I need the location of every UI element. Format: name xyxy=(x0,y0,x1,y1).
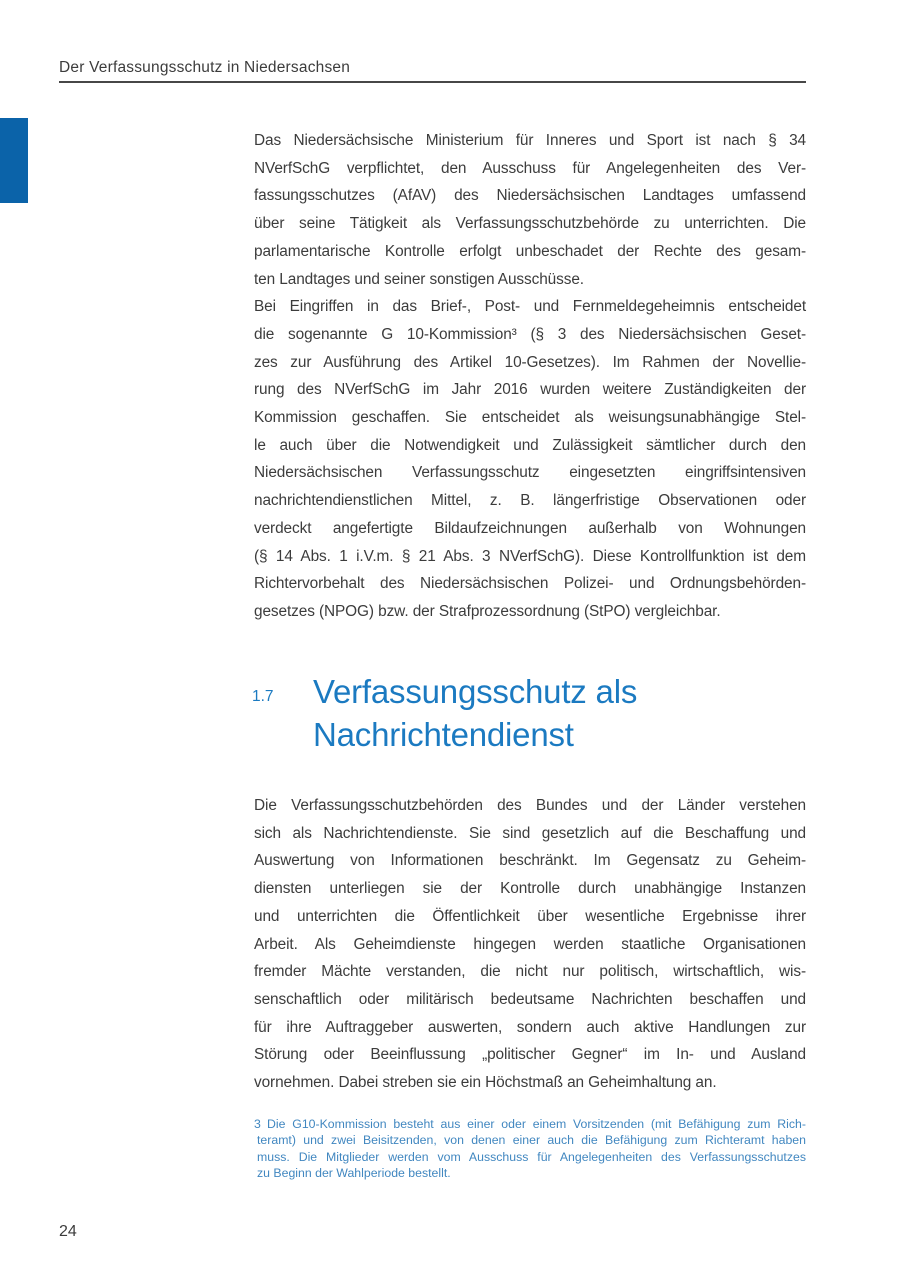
text-line: le auch über die Notwendigkeit und Zulässigkeit sämtlicher durch den xyxy=(254,436,806,454)
footnote-text xyxy=(254,1116,806,1181)
text-line: NVerfSchG verpflichtet, den Ausschuss für Angelegenheiten des Ver- xyxy=(254,159,806,177)
text-line: Verfassungsschutz als xyxy=(313,673,638,710)
text-line: rung des NVerfSchG im Jahr 2016 wurden weitere Zuständigkeiten der xyxy=(254,381,806,399)
text-line: zu Beginn der Wahlperiode bestellt. xyxy=(257,1165,451,1180)
body-text-block-1 xyxy=(254,127,806,626)
footnote-marker: 3 xyxy=(254,1117,261,1131)
text-line: parlamentarische Kontrolle erfolgt unbeschadet der Rechte des gesam- xyxy=(254,242,806,260)
text-line: Kommission geschaffen. Sie entscheidet als weisungsunabhängige Stel- xyxy=(254,409,806,427)
text-line: über seine Tätigkeit als Verfassungsschutzbehörde zu unterrichten. Die xyxy=(254,215,806,233)
footnote xyxy=(254,1116,806,1181)
section-number: 1.7 xyxy=(252,688,274,705)
text-line: Das Niedersächsische Ministerium für Inneres und Sport ist nach § 34 xyxy=(254,132,806,149)
header-rule xyxy=(59,81,806,83)
text-line: teramt) und zwei Beisitzenden, von denen einer auch die Befähigung zum Richteramt haben xyxy=(257,1133,806,1148)
text-line: Die Verfassungsschutzbehörden des Bundes und der Länder verstehen xyxy=(254,797,806,814)
text-line: Störung oder Beeinflussung „politischer Gegner“ im In- und Ausland xyxy=(254,1046,806,1064)
body-text-block-2 xyxy=(254,792,806,1097)
paragraph-g10-kommission xyxy=(254,293,806,625)
text-line: verdeckt angefertigte Bildaufzeichnungen außerhalb von Wohnungen xyxy=(254,519,806,537)
text-line: fassungsschutzes (AfAV) des Niedersächsischen Landtages umfassend xyxy=(254,187,806,205)
text-line: zes zur Ausführung des Artikel 10-Gesetzes). Im Rahmen der Novellie- xyxy=(254,353,806,371)
text-line: diensten unterliegen sie der Kontrolle durch unabhängige Instanzen xyxy=(254,880,806,898)
text-line: sich als Nachrichtendienste. Sie sind gesetzlich auf die Beschaffung und xyxy=(254,824,806,842)
text-line: Niedersächsischen Verfassungsschutz eingesetzten eingriffsintensiven xyxy=(254,464,806,482)
text-line: fremder Mächte verstanden, die nicht nur politisch, wirtschaftlich, wis- xyxy=(254,963,806,981)
text-line: Arbeit. Als Geheimdienste hingegen werden staatliche Organisationen xyxy=(254,935,806,953)
section-title xyxy=(313,671,813,756)
text-line: (§ 14 Abs. 1 i.V.m. § 21 Abs. 3 NVerfSchG). Diese Kontrollfunktion ist dem xyxy=(254,547,806,565)
text-line: nachrichtendienstlichen Mittel, z. B. längerfristige Observationen oder xyxy=(254,492,806,510)
text-line: und unterrichten die Öffentlichkeit über wesentliche Ergebnisse ihrer xyxy=(254,907,806,925)
page-number: 24 xyxy=(59,1223,77,1240)
text-line: für ihre Auftraggeber auswerten, sondern auch aktive Handlungen zur xyxy=(254,1018,806,1036)
text-line: Die G10-Kommission besteht aus einer oder einem Vorsitzenden (mit Befähigung zum Rich- xyxy=(267,1117,806,1131)
text-line: Richtervorbehalt des Niedersächsischen Polizei- und Ordnungsbehörden- xyxy=(254,575,806,593)
text-line: die sogenannte G 10-Kommission³ (§ 3 des Niedersächsischen Geset- xyxy=(254,325,806,343)
text-line: muss. Die Mitglieder werden vom Ausschuss für Angelegenheiten des Verfassungsschutzes xyxy=(257,1149,806,1164)
text-line: ten Landtages und seiner sonstigen Ausschüsse. xyxy=(254,270,584,288)
running-header-title: Der Verfassungsschutz in Niedersachsen xyxy=(59,59,351,76)
paragraph-parliamentary-control xyxy=(254,127,806,293)
text-line: senschaftlich oder militärisch bedeutsame Nachrichten beschaffen und xyxy=(254,990,806,1008)
text-line: Bei Eingriffen in das Brief-, Post- und Fernmeldegeheimnis entscheidet xyxy=(254,298,806,316)
text-line: Nachrichtendienst xyxy=(313,715,574,753)
chapter-edge-marker xyxy=(0,118,28,203)
text-line: vornehmen. Dabei streben sie ein Höchstmaß an Geheimhaltung an. xyxy=(254,1074,717,1092)
text-line: gesetzes (NPOG) bzw. der Strafprozessordnung (StPO) vergleichbar. xyxy=(254,602,721,620)
paragraph-nachrichtendienst xyxy=(254,792,806,1097)
text-line: Auswertung von Informationen beschränkt. Im Gegensatz zu Geheim- xyxy=(254,852,806,870)
